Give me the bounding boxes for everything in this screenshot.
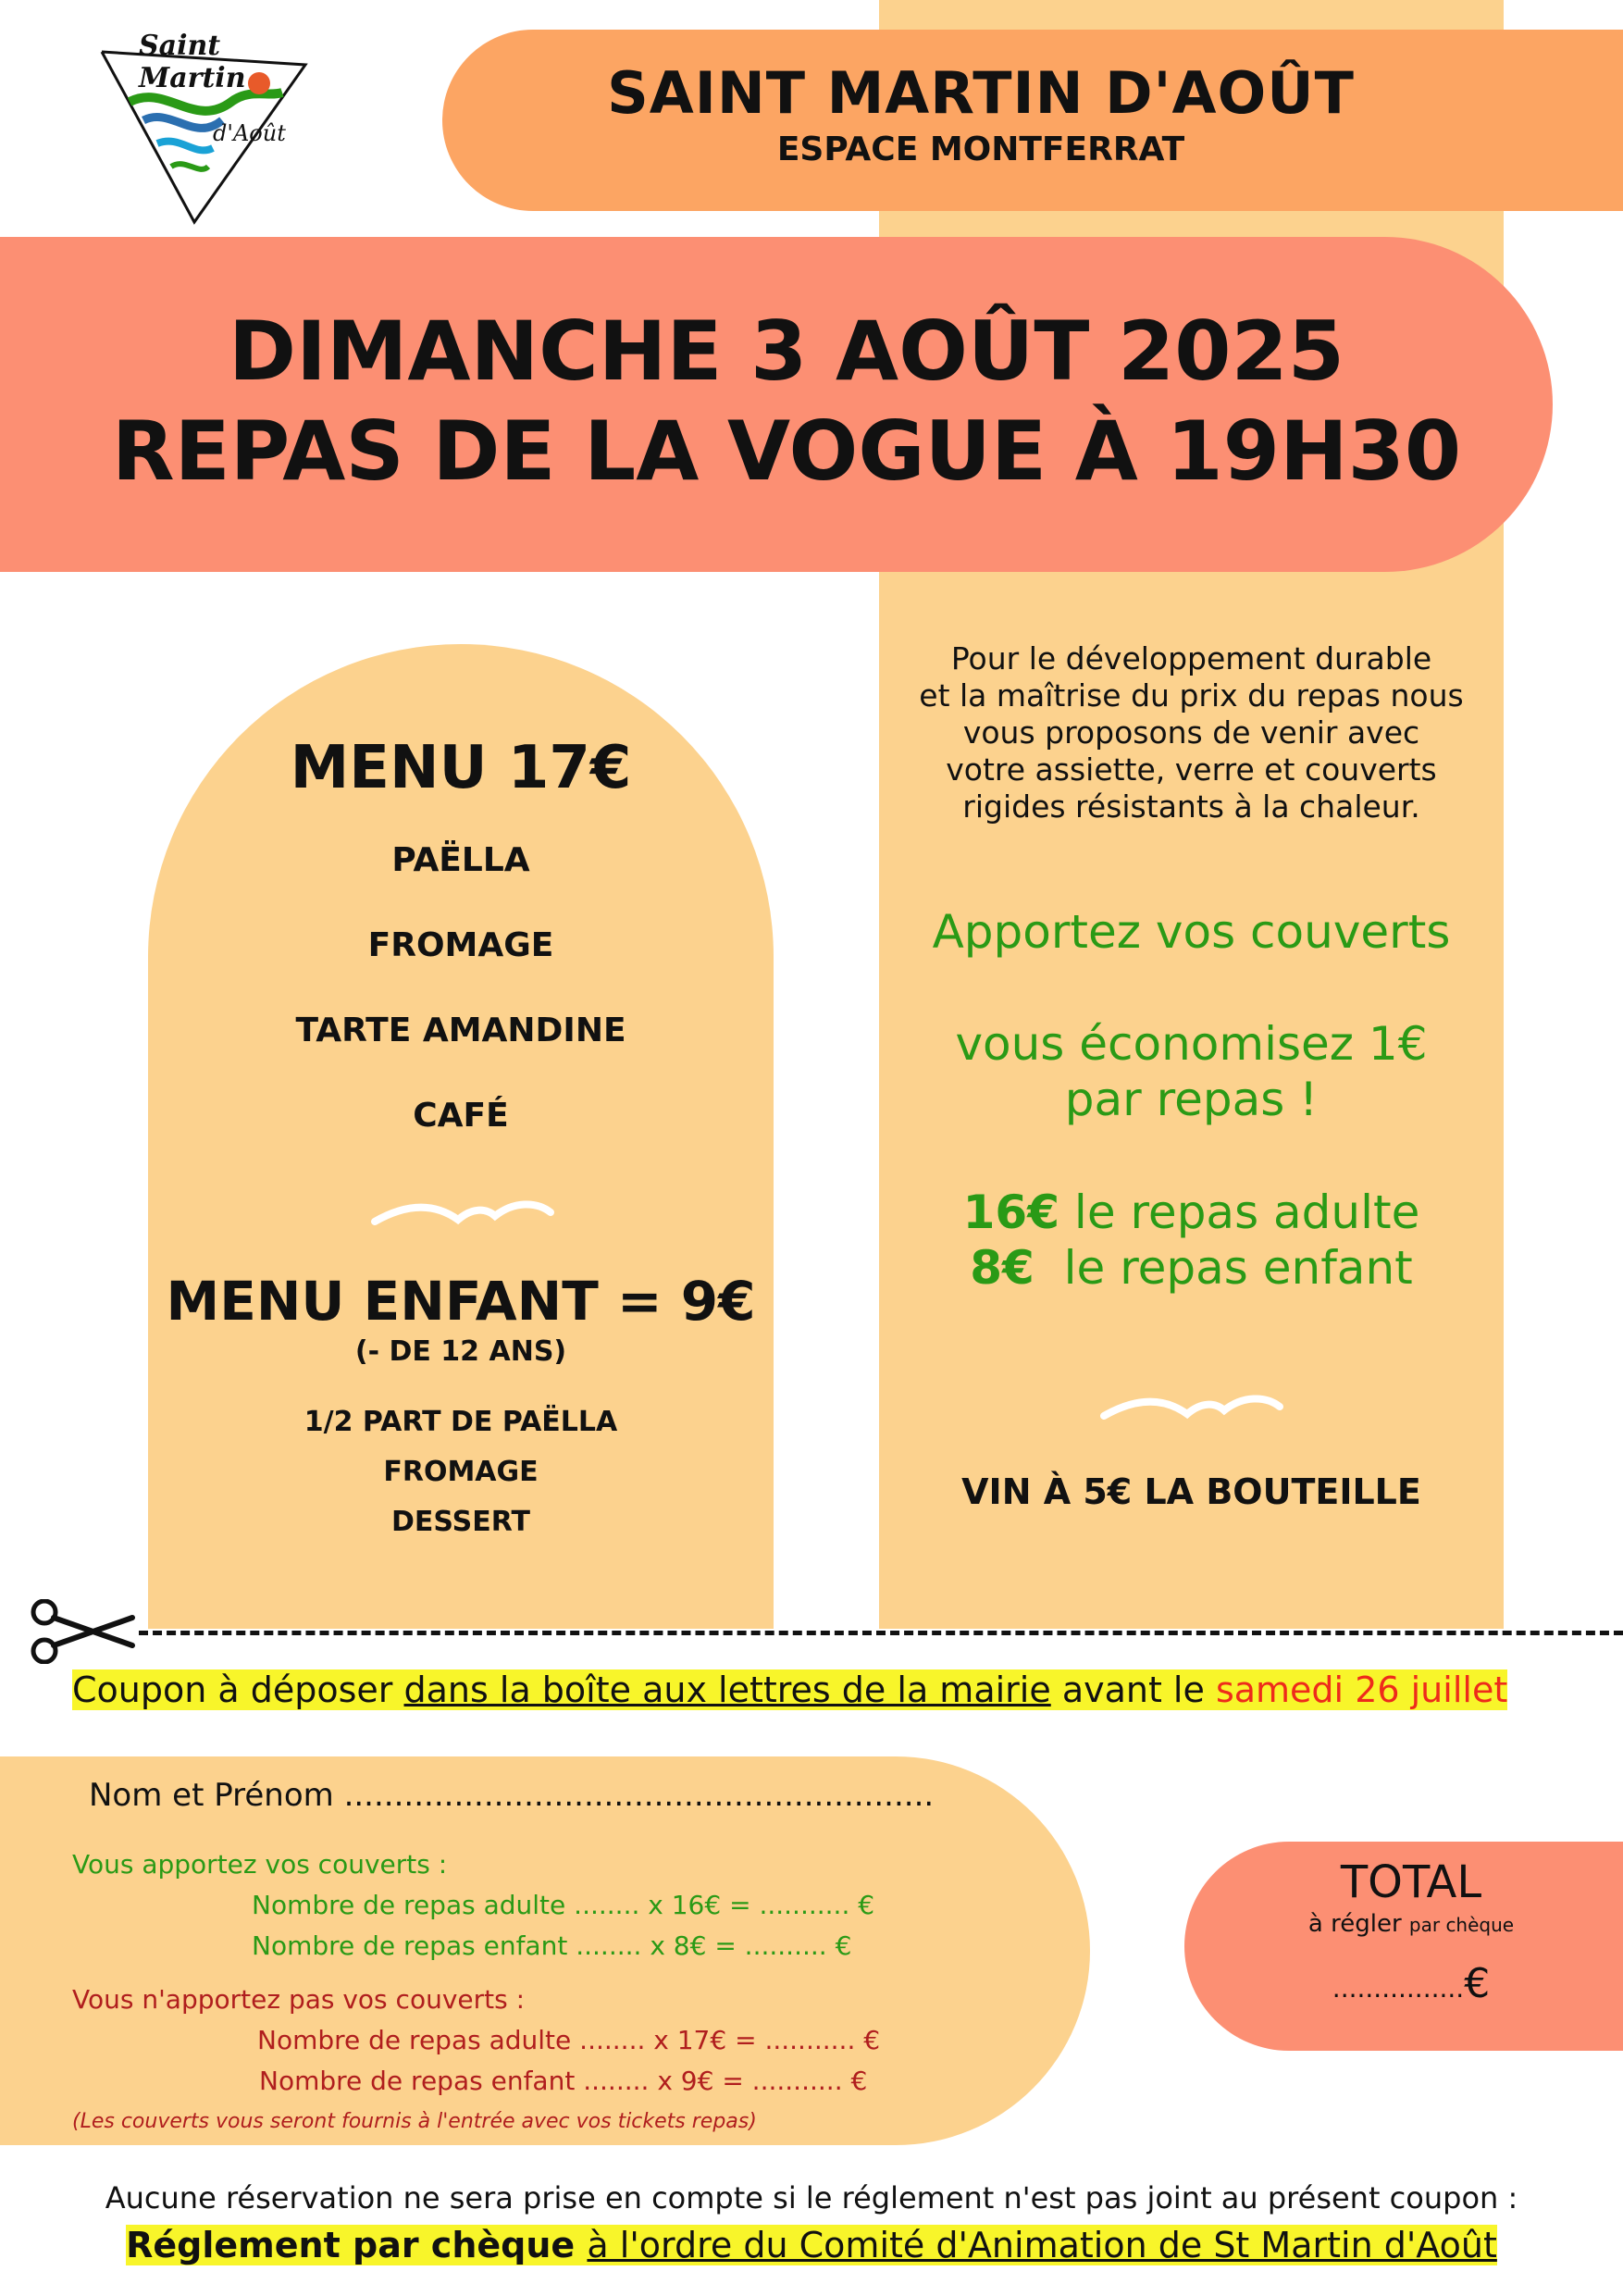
without-cutlery-row[interactable] [259,2066,867,2096]
coupon-text-3: avant le [1050,1669,1216,1710]
row-calc: ........ x 17€ = ........... € [579,2025,881,2055]
logo-text-top: Saint Martin [139,30,246,94]
kids-item: DESSERT [391,1506,530,1538]
with-cutlery-row[interactable] [252,1930,851,1961]
name-field[interactable] [89,1777,934,1814]
kids-note: (- DE 12 ANS) [354,1335,567,1368]
coupon-instruction [72,1669,1507,1710]
without-cutlery-row[interactable] [257,2025,880,2055]
info-paragraph [879,640,1504,825]
with-cutlery-row[interactable] [252,1890,874,1920]
menu-item: FROMAGE [367,926,554,964]
adult-price-row [879,1185,1504,1240]
coupon-deadline: samedi 26 juillet [1215,1669,1508,1710]
banner [37,302,1536,502]
coupon-location: dans la boîte aux lettres de la mairie [403,1669,1051,1710]
footer-payment [0,2225,1623,2265]
bring-cutlery: Apportez vos couverts [932,905,1451,959]
header-title: SAINT MARTIN D'AOÛT [607,59,1355,127]
name-label: Nom et Prénom [89,1777,334,1814]
header-subtitle: ESPACE MONTFERRAT [776,130,1185,168]
scissors-icon [26,1599,137,1664]
logo [93,28,315,231]
info-line: et la maîtrise du prix du repas nous [919,677,1464,714]
menu-title: MENU 17€ [290,734,632,802]
cut-line [139,1631,1623,1635]
banner-date: DIMANCHE 3 AOÛT 2025 [229,304,1344,399]
kids-menu [148,1268,774,1547]
banner-event: REPAS DE LA VOGUE À 19H30 [111,403,1462,499]
total-amount-field[interactable] [1203,1960,1619,2007]
row-label: Nombre de repas adulte [257,2025,572,2055]
total-sub1: à régler [1307,1910,1402,1938]
bird-divider-icon [1099,1388,1284,1425]
coupon-text-1: Coupon à déposer [72,1669,404,1710]
cutlery-note: (Les couverts vous seront fournis à l'entrée avec vos tickets repas) [72,2110,757,2133]
without-cutlery-heading: Vous n'apportez pas vos couverts : [72,1984,526,2015]
header [518,59,1443,168]
info-line: rigides résistants à la chaleur. [962,788,1420,825]
total-sub2: par chèque [1408,1914,1515,1936]
savings [879,1016,1504,1127]
kids-item: 1/2 PART DE PAËLLA [304,1406,618,1438]
info-line: vous proposons de venir avec [962,714,1420,751]
logo-text-bottom: d'Août [213,120,286,146]
menu-item: CAFÉ [413,1097,509,1135]
adult-price: 16€ [962,1185,1060,1239]
row-label: Nombre de repas enfant [252,1930,568,1961]
row-calc: ........ x 8€ = .......... € [576,1930,852,1961]
with-cutlery-heading: Vous apportez vos couverts : [72,1849,448,1880]
menu-item: PAËLLA [391,841,530,879]
row-calc: ........ x 16€ = ........... € [574,1890,875,1920]
row-label: Nombre de repas enfant [259,2066,576,2096]
prices [879,1185,1504,1296]
kids-title: MENU ENFANT = 9€ [166,1270,756,1333]
bird-divider-icon [370,1194,555,1231]
child-label: le repas enfant [1063,1241,1413,1295]
total-title: TOTAL [1340,1856,1482,1908]
savings-line2: par repas ! [1064,1073,1319,1126]
row-calc: ........ x 9€ = ........... € [583,2066,868,2096]
total-dots: ................ [1332,1973,1465,2004]
footer-notice: Aucune réservation ne sera prise en compte si le réglement n'est pas joint au présent coupon : [105,2180,1518,2215]
savings-line1: vous économisez 1€ [955,1017,1428,1071]
adult-label: le repas adulte [1073,1185,1420,1239]
child-price-row [879,1240,1504,1296]
wine-price: VIN À 5€ LA BOUTEILLE [961,1471,1421,1512]
menu-item: TARTE AMANDINE [295,1011,626,1049]
name-dots: ........................................................... [343,1777,935,1814]
menu-block [148,731,774,1146]
info-line: Pour le développement durable [950,640,1432,676]
kids-item: FROMAGE [383,1456,539,1488]
total-sub [1203,1910,1619,1938]
row-label: Nombre de repas adulte [252,1890,566,1920]
child-price: 8€ [970,1241,1035,1295]
payment-payee: à l'ordre du Comité d'Animation de St Martin d'Août [587,2225,1497,2265]
total-box [1203,1856,1619,2007]
total-currency: € [1464,1960,1491,2007]
info-line: votre assiette, verre et couverts [946,751,1437,788]
payment-method: Réglement par chèque [126,2225,588,2265]
